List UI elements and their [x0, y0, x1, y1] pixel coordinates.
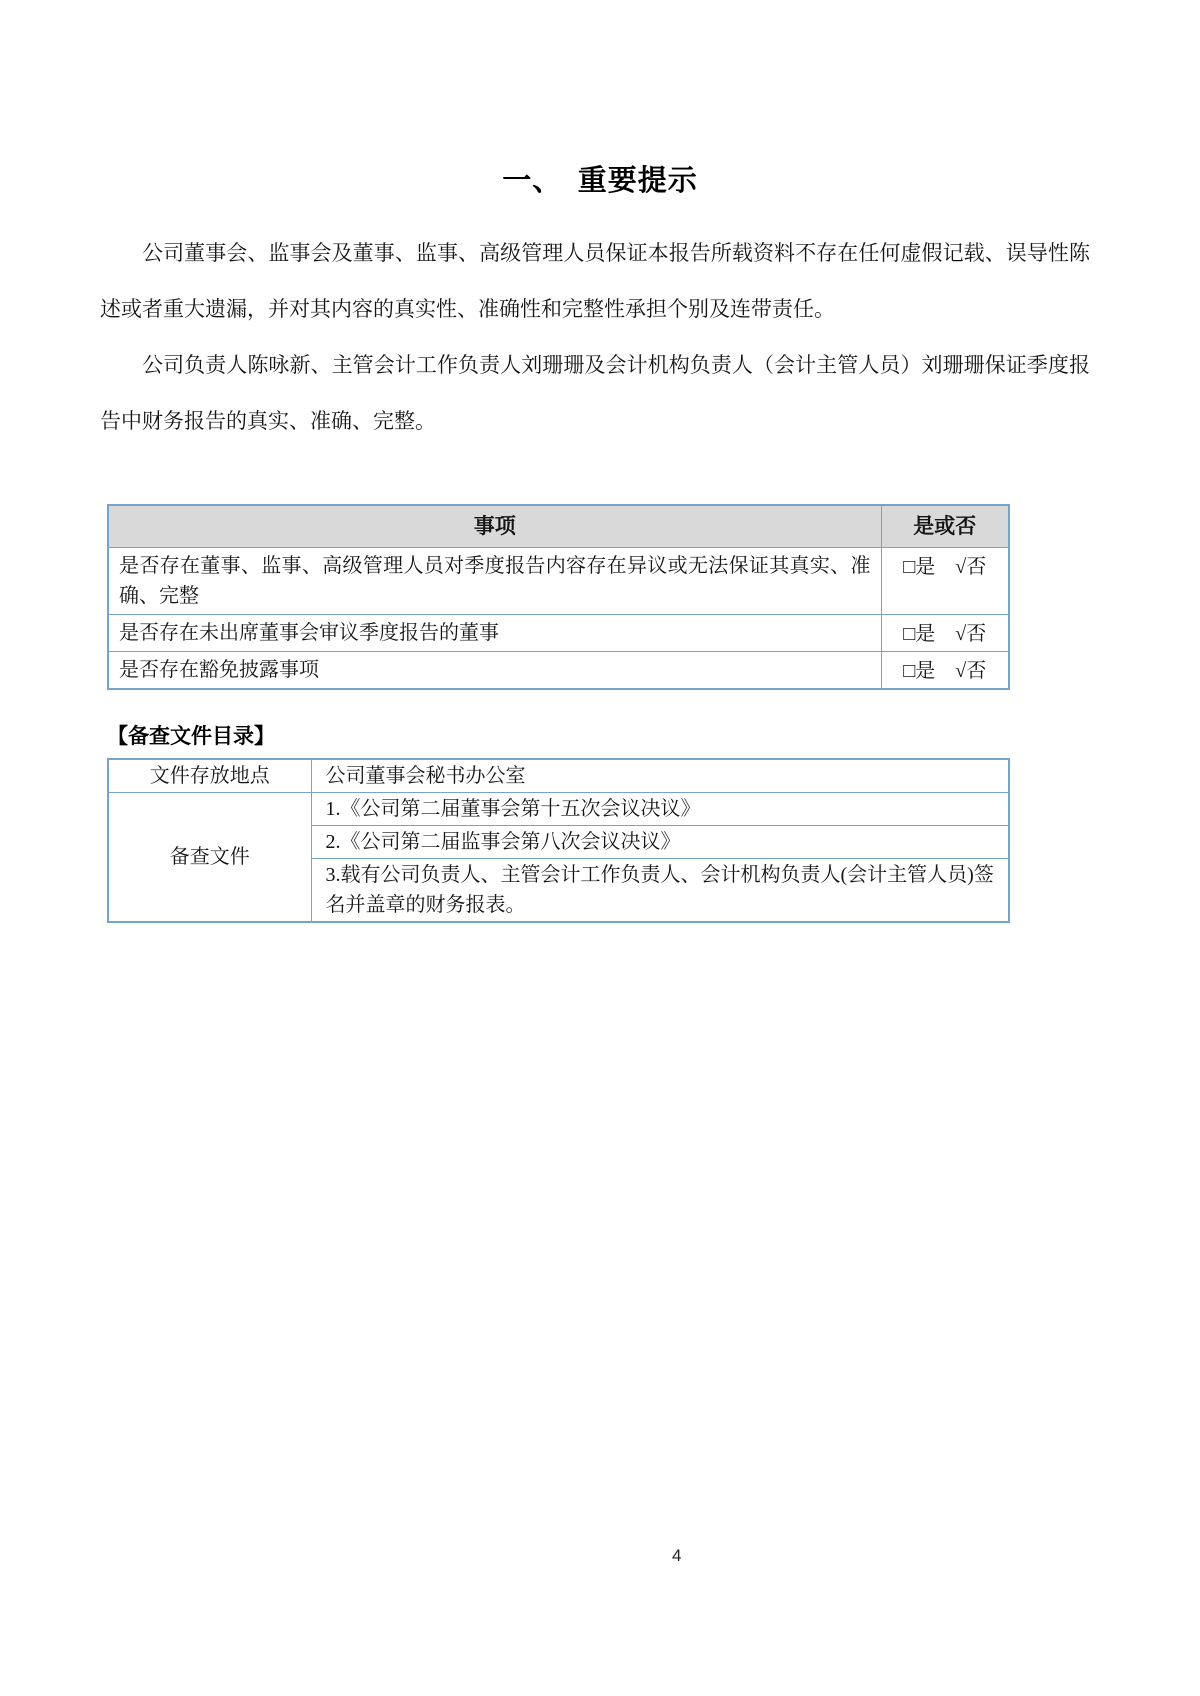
matter-text-3: 是否存在豁免披露事项 — [108, 651, 881, 689]
table-row — [108, 792, 1009, 825]
document-item-3: 3.载有公司负责人、主管会计工作负责人、会计机构负责人(会计主管人员)签名并盖章的财务报表。 — [311, 858, 1009, 922]
answer-checkbox-1: □是 √否 — [881, 547, 1009, 614]
document-item-1: 1.《公司第二届董事会第十五次会议决议》 — [311, 792, 1009, 825]
file-location-label: 文件存放地点 — [108, 759, 311, 793]
matters-header-yesno: 是或否 — [881, 505, 1009, 547]
documents-table — [107, 758, 1010, 923]
matters-header-row — [108, 505, 1009, 547]
paragraph-guarantee: 公司董事会、监事会及董事、监事、高级管理人员保证本报告所载资料不存在任何虚假记载、误导性陈述或者重大遗漏，并对其内容的真实性、准确性和完整性承担个别及连带责任。 — [100, 241, 1090, 321]
matters-header-matter: 事项 — [108, 505, 881, 547]
matters-table — [107, 504, 1010, 690]
matter-text-2: 是否存在未出席董事会审议季度报告的董事 — [108, 614, 881, 651]
document-item-2: 2.《公司第二届监事会第八次会议决议》 — [311, 825, 1009, 858]
documents-section-heading: 【备查文件目录】 — [107, 724, 275, 748]
table-row — [108, 547, 1009, 614]
file-location-value: 公司董事会秘书办公室 — [311, 759, 1009, 793]
page-number: 4 — [672, 1546, 682, 1565]
answer-checkbox-3: □是 √否 — [881, 651, 1009, 689]
table-row — [108, 651, 1009, 689]
table-row — [108, 614, 1009, 651]
answer-checkbox-2: □是 √否 — [881, 614, 1009, 651]
notice-paragraphs — [0, 225, 1200, 449]
paragraph-responsibles: 公司负责人陈咏新、主管会计工作负责人刘珊珊及会计机构负责人（会计主管人员）刘珊珊保证季度报告中财务报告的真实、准确、完整。 — [100, 353, 1090, 433]
table-row — [108, 759, 1009, 793]
page-title: 一、 重要提示 — [502, 165, 698, 197]
documents-label: 备查文件 — [108, 792, 311, 922]
matter-text-1: 是否存在董事、监事、高级管理人员对季度报告内容存在异议或无法保证其真实、准确、完整 — [108, 547, 881, 614]
